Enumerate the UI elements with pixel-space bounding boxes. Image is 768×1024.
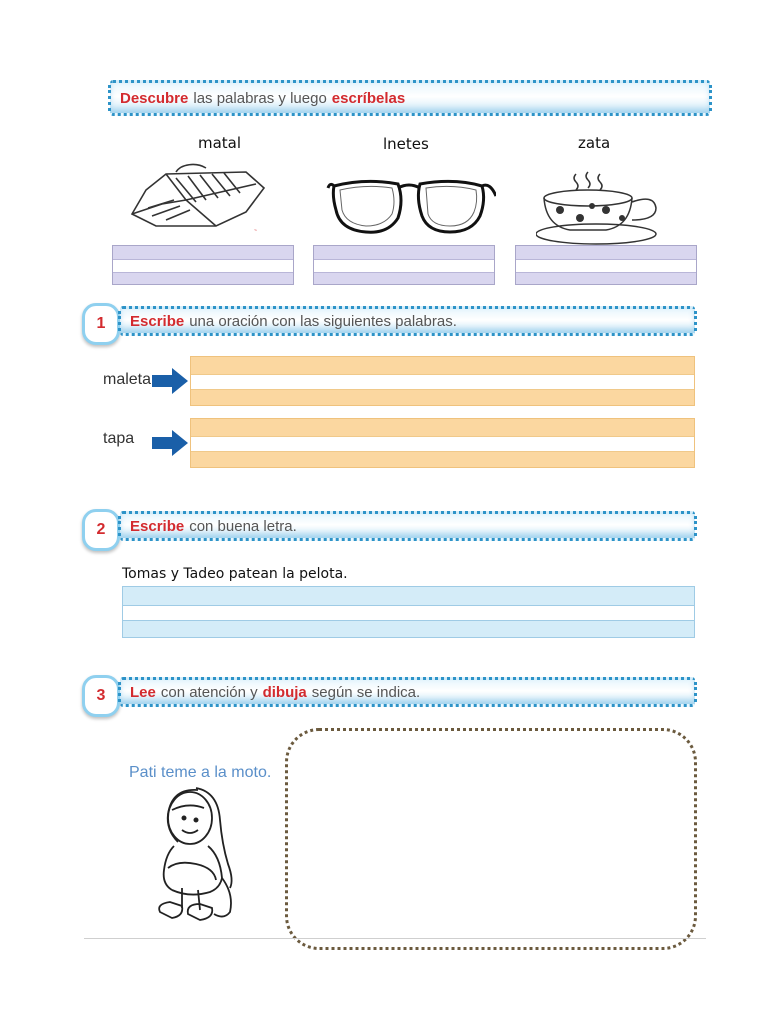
section-1-badge: 1 xyxy=(82,303,120,345)
section-2-instruction: con buena letra. xyxy=(189,517,297,535)
item-label-tapa: tapa xyxy=(103,430,135,447)
section-3-badge: 3 xyxy=(82,675,120,717)
model-sentence: Tomas y Tadeo patean la pelota. xyxy=(122,566,348,582)
writing-band-sentence[interactable] xyxy=(122,586,695,638)
scrambled-word-1: matal xyxy=(198,134,242,152)
section-1-banner xyxy=(120,306,695,336)
bottom-divider xyxy=(84,938,706,939)
svg-text:~: ~ xyxy=(254,228,257,234)
header-title-red-2: escríbelas xyxy=(331,89,406,107)
answer-box-3[interactable] xyxy=(515,245,697,285)
header-title-red-1: Descubre xyxy=(120,89,189,107)
section-3-instruction-mid: con atención y xyxy=(160,683,258,701)
scrambled-word-3: zata xyxy=(578,134,611,152)
item-label-maleta: maleta xyxy=(103,371,152,388)
section-2-instruction-red: Escribe xyxy=(130,517,185,535)
writing-band-maleta[interactable] xyxy=(190,356,695,406)
section-1-instruction-red: Escribe xyxy=(130,312,185,330)
section-2-banner xyxy=(120,511,695,541)
arrow-right-icon xyxy=(152,368,188,394)
section-3-instruction-red-1: Lee xyxy=(130,683,156,701)
glasses-icon xyxy=(326,170,496,245)
section-3-instruction-rest: según se indica. xyxy=(311,683,421,701)
answer-box-1[interactable] xyxy=(112,245,294,285)
section-1-instruction: una oración con las siguientes palabras. xyxy=(189,312,457,330)
writing-band-tapa[interactable] xyxy=(190,418,695,468)
answer-box-2[interactable] xyxy=(313,245,495,285)
cup-icon xyxy=(536,166,666,246)
scrambled-word-2: lnetes xyxy=(383,135,429,153)
section-3-instruction-red-2: dibuja xyxy=(262,683,307,701)
drawing-area[interactable] xyxy=(285,728,697,950)
girl-sitting-icon xyxy=(138,784,243,929)
section-3-banner xyxy=(120,677,695,707)
section-2-badge: 2 xyxy=(82,509,120,551)
header-title-mid: las palabras y luego xyxy=(193,89,327,107)
header-banner xyxy=(110,80,710,116)
arrow-right-icon xyxy=(152,430,188,456)
newspaper-bag-icon xyxy=(126,160,271,240)
drawing-prompt: Pati teme a la moto. xyxy=(129,764,272,781)
